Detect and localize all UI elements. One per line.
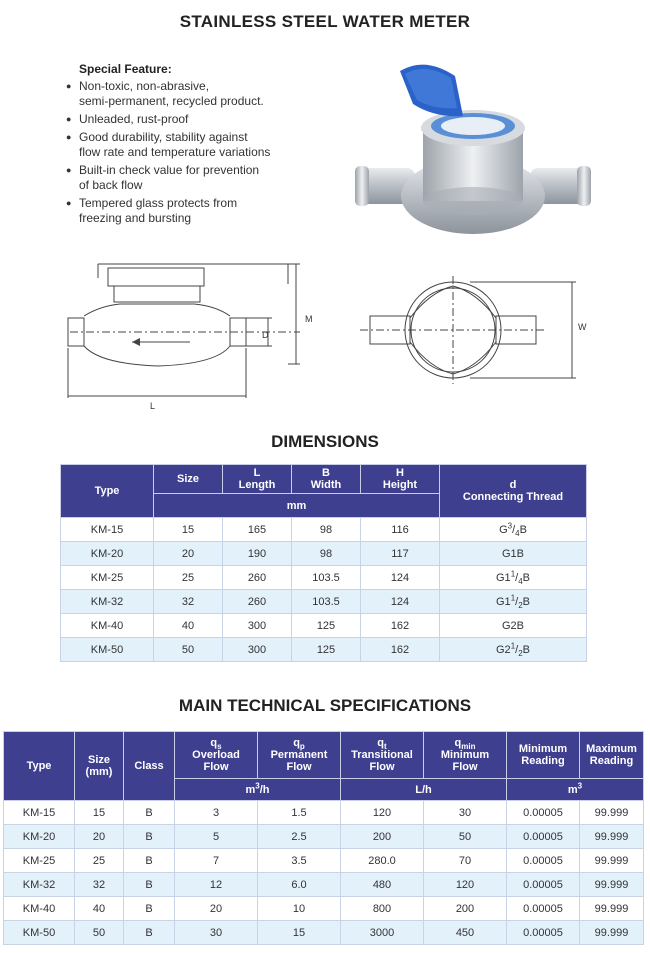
table-row — [61, 542, 587, 566]
cell-height: 117 — [361, 542, 440, 566]
cell-min: 0.00005 — [507, 921, 580, 945]
cell-qs: 7 — [175, 849, 258, 873]
cell-qs: 3 — [175, 801, 258, 825]
cell-size: 15 — [75, 801, 124, 825]
feature-item — [66, 163, 306, 193]
label-d: D — [262, 330, 269, 340]
cell-class: B — [124, 921, 175, 945]
table-row — [4, 825, 644, 849]
cell-length: 260 — [223, 590, 292, 614]
cell-type: KM-25 — [61, 566, 154, 590]
cell-qmin: 70 — [424, 849, 507, 873]
cell-height: 162 — [361, 614, 440, 638]
cell-qp: 10 — [258, 897, 341, 921]
feature-item — [66, 196, 306, 226]
cell-type: KM-15 — [4, 801, 75, 825]
feature-text: Built-in check value for prevention — [79, 163, 260, 177]
feature-text: Non-toxic, non-abrasive, — [79, 79, 210, 93]
col-class: Class — [124, 732, 175, 801]
col-height: H Height — [361, 465, 440, 494]
cell-height: 116 — [361, 518, 440, 542]
table-row — [61, 614, 587, 638]
col-maximum-reading: Maximum Reading — [580, 732, 644, 779]
cell-type: KM-50 — [61, 638, 154, 662]
feature-text: Tempered glass protects from — [79, 196, 238, 210]
cell-qs: 5 — [175, 825, 258, 849]
cell-qt: 800 — [341, 897, 424, 921]
cell-max: 99.999 — [580, 897, 644, 921]
col-transitional-flow: $q_t$ Transitional Flow — [341, 732, 424, 779]
cell-size: 25 — [154, 566, 223, 590]
cell-qt: 280.0 — [341, 849, 424, 873]
cell-height: 124 — [361, 590, 440, 614]
cell-height: 162 — [361, 638, 440, 662]
unit-mm: mm — [154, 494, 440, 518]
cell-qp: 3.5 — [258, 849, 341, 873]
table-row — [4, 921, 644, 945]
col-length: L Length — [223, 465, 292, 494]
cell-type: KM-15 — [61, 518, 154, 542]
cell-min: 0.00005 — [507, 849, 580, 873]
cell-type: KM-20 — [61, 542, 154, 566]
cell-class: B — [124, 849, 175, 873]
cell-type: KM-32 — [61, 590, 154, 614]
cell-width: 98 — [292, 542, 361, 566]
cell-qt: 480 — [341, 873, 424, 897]
feature-text: Unleaded, rust-proof — [79, 112, 189, 126]
unit-lh: L/h — [341, 779, 507, 801]
cell-qt: 120 — [341, 801, 424, 825]
cell-qp: 2.5 — [258, 825, 341, 849]
feature-text: semi-permanent, recycled product. — [79, 94, 264, 108]
cell-height: 124 — [361, 566, 440, 590]
cell-size: 50 — [75, 921, 124, 945]
table-row — [4, 849, 644, 873]
cell-thread: $G2^1/_2B$ — [440, 638, 587, 662]
dimensions-table — [60, 464, 587, 662]
cell-qp: 6.0 — [258, 873, 341, 897]
cell-qs: 12 — [175, 873, 258, 897]
col-type: Type — [4, 732, 75, 801]
cell-class: B — [124, 825, 175, 849]
cell-min: 0.00005 — [507, 897, 580, 921]
cell-qmin: 50 — [424, 825, 507, 849]
cell-size: 50 — [154, 638, 223, 662]
cell-thread: G1B — [440, 542, 587, 566]
dimension-drawings — [40, 256, 610, 411]
table-row — [61, 638, 587, 662]
col-permanent-flow: $q_p$ Permanent Flow — [258, 732, 341, 779]
feature-text: Good durability, stability against — [79, 130, 248, 144]
cell-width: 125 — [292, 638, 361, 662]
cell-qp: 1.5 — [258, 801, 341, 825]
feature-text: freezing and bursting — [79, 211, 192, 225]
cell-thread: $G1^1/_4B$ — [440, 566, 587, 590]
cell-max: 99.999 — [580, 849, 644, 873]
cell-thread: $G^3/_4B$ — [440, 518, 587, 542]
table-row — [61, 566, 587, 590]
cell-size: 40 — [154, 614, 223, 638]
cell-qmin: 120 — [424, 873, 507, 897]
specs-table — [3, 731, 644, 945]
col-minimum-reading: Minimum Reading — [507, 732, 580, 779]
page-title: STAINLESS STEEL WATER METER — [179, 12, 471, 31]
cell-min: 0.00005 — [507, 873, 580, 897]
cell-length: 165 — [223, 518, 292, 542]
cell-thread: $G1^1/_2B$ — [440, 590, 587, 614]
cell-qt: 200 — [341, 825, 424, 849]
cell-width: 103.5 — [292, 590, 361, 614]
cell-type: KM-25 — [4, 849, 75, 873]
col-minimum-flow: $q_{min}$ Minimum Flow — [424, 732, 507, 779]
col-size: Size — [154, 465, 223, 494]
col-thread: d Connecting Thread — [440, 465, 587, 518]
col-overload-flow: $q_s$ Overload Flow — [175, 732, 258, 779]
cell-width: 103.5 — [292, 566, 361, 590]
label-w: W — [578, 322, 587, 332]
feature-item — [66, 130, 306, 160]
table-row — [4, 801, 644, 825]
label-m: M — [305, 314, 313, 324]
col-width: B Width — [292, 465, 361, 494]
cell-size: 25 — [75, 849, 124, 873]
special-features — [66, 62, 306, 229]
dimensions-title: DIMENSIONS — [271, 432, 379, 451]
cell-type: KM-40 — [4, 897, 75, 921]
feature-list — [66, 79, 306, 226]
cell-min: 0.00005 — [507, 825, 580, 849]
col-type: Type — [61, 465, 154, 518]
cell-size: 32 — [75, 873, 124, 897]
feature-text: of back flow — [79, 178, 143, 192]
table-row — [61, 518, 587, 542]
cell-size: 20 — [75, 825, 124, 849]
cell-length: 190 — [223, 542, 292, 566]
unit-m3h: $m^3/h$ — [175, 779, 341, 801]
cell-min: 0.00005 — [507, 801, 580, 825]
table-row — [61, 590, 587, 614]
cell-max: 99.999 — [580, 921, 644, 945]
cell-class: B — [124, 801, 175, 825]
cell-qmin: 200 — [424, 897, 507, 921]
cell-length: 260 — [223, 566, 292, 590]
cell-width: 125 — [292, 614, 361, 638]
cell-type: KM-40 — [61, 614, 154, 638]
table-row — [4, 897, 644, 921]
cell-width: 98 — [292, 518, 361, 542]
cell-length: 300 — [223, 638, 292, 662]
cell-size: 15 — [154, 518, 223, 542]
cell-size: 32 — [154, 590, 223, 614]
cell-max: 99.999 — [580, 801, 644, 825]
cell-qs: 30 — [175, 921, 258, 945]
cell-qt: 3000 — [341, 921, 424, 945]
cell-length: 300 — [223, 614, 292, 638]
cell-size: 40 — [75, 897, 124, 921]
cell-type: KM-20 — [4, 825, 75, 849]
feature-text: flow rate and temperature variations — [79, 145, 271, 159]
feature-item — [66, 79, 306, 109]
cell-thread: G2B — [440, 614, 587, 638]
features-title: Special Feature: — [79, 62, 172, 76]
label-l: L — [150, 401, 156, 411]
cell-qmin: 450 — [424, 921, 507, 945]
water-meter-image — [355, 56, 595, 241]
table-row — [4, 873, 644, 897]
specs-title: MAIN TECHNICAL SPECIFICATIONS — [178, 696, 472, 715]
cell-qmin: 30 — [424, 801, 507, 825]
cell-max: 99.999 — [580, 825, 644, 849]
cell-type: KM-50 — [4, 921, 75, 945]
col-size: Size (mm) — [75, 732, 124, 801]
unit-m3: $m^3$ — [507, 779, 644, 801]
cell-qp: 15 — [258, 921, 341, 945]
cell-size: 20 — [154, 542, 223, 566]
cell-qs: 20 — [175, 897, 258, 921]
cell-type: KM-32 — [4, 873, 75, 897]
cell-max: 99.999 — [580, 873, 644, 897]
feature-item — [66, 112, 306, 127]
cell-class: B — [124, 897, 175, 921]
cell-class: B — [124, 873, 175, 897]
